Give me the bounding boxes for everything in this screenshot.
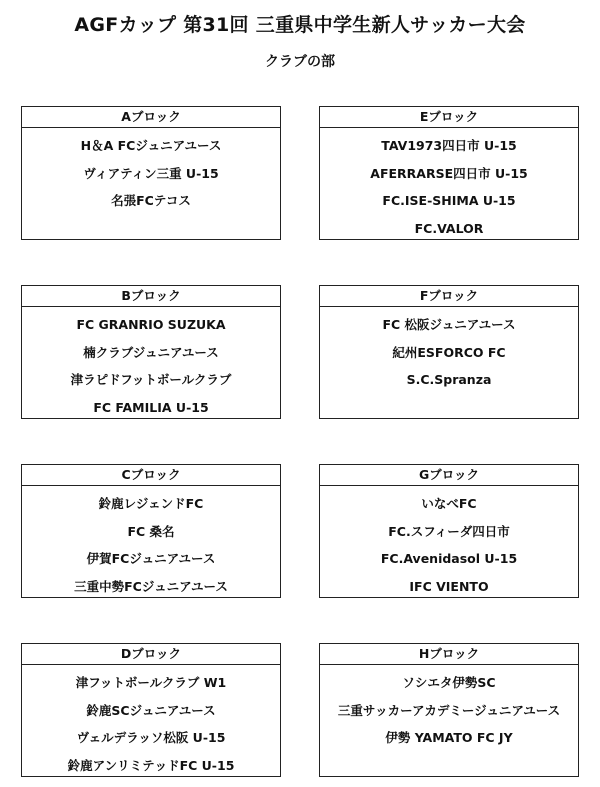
team-item: IFC VIENTO bbox=[409, 578, 489, 594]
block-h bbox=[319, 643, 579, 777]
team-item: FC.Avenidasol U-15 bbox=[380, 551, 518, 566]
block-header: Fブロック bbox=[320, 286, 578, 307]
team-item: TAV1973四日市 U-15 bbox=[381, 138, 517, 153]
team-item: ヴェルデラッソ松阪 U-15 bbox=[76, 730, 226, 745]
team-list bbox=[22, 665, 280, 779]
block-b bbox=[21, 285, 281, 419]
team-list bbox=[320, 128, 578, 242]
block-c bbox=[21, 464, 281, 598]
team-item: FC GRANRIO SUZUKA bbox=[76, 317, 226, 332]
team-list bbox=[22, 128, 280, 215]
team-item: S.C.Spranza bbox=[406, 372, 492, 387]
team-item: H＆A FCジュニアユース bbox=[80, 138, 222, 153]
block-header: Eブロック bbox=[320, 107, 578, 128]
team-item: FC FAMILIA U-15 bbox=[93, 399, 209, 415]
block-e bbox=[319, 106, 579, 240]
team-item: 津フットボールクラブ W1 bbox=[75, 675, 227, 690]
block-header: Dブロック bbox=[22, 644, 280, 665]
team-list bbox=[320, 486, 578, 600]
team-item: ソシエタ伊勢SC bbox=[402, 675, 496, 690]
page-subtitle: クラブの部 bbox=[265, 54, 335, 70]
team-item: 鈴鹿アンリミテッドFC U-15 bbox=[67, 757, 235, 773]
block-a bbox=[21, 106, 281, 240]
team-item: 三重中勢FCジュニアユース bbox=[74, 578, 228, 594]
team-item: いなべFC bbox=[421, 496, 477, 511]
team-item: 楠クラブジュニアユース bbox=[83, 344, 219, 360]
page-title: AGFカップ 第31回 三重県中学生新人サッカー大会 bbox=[74, 14, 526, 36]
team-item: 名張FCテコス bbox=[111, 193, 191, 208]
team-list bbox=[320, 307, 578, 394]
block-header: Cブロック bbox=[22, 465, 280, 486]
team-item: 鈴鹿レジェンドFC bbox=[98, 496, 204, 511]
team-item: FC.ISE-SHIMA U-15 bbox=[382, 193, 516, 208]
team-item: FC.スフィーダ四日市 bbox=[388, 523, 510, 539]
team-item: ヴィアティン三重 U-15 bbox=[83, 165, 219, 181]
team-item: FC.VALOR bbox=[414, 220, 484, 236]
team-item: FC 桑名 bbox=[127, 523, 175, 539]
block-header: Gブロック bbox=[320, 465, 578, 486]
block-g bbox=[319, 464, 579, 598]
block-f bbox=[319, 285, 579, 419]
team-item: 紀州ESFORCO FC bbox=[392, 344, 506, 360]
block-d bbox=[21, 643, 281, 777]
team-item: 鈴鹿SCジュニアユース bbox=[86, 702, 216, 718]
team-item: FC 松阪ジュニアユース bbox=[382, 317, 516, 332]
team-item: 三重サッカーアカデミージュニアユース bbox=[337, 702, 561, 718]
team-item: 津ラピドフットボールクラブ bbox=[70, 372, 232, 387]
block-header: Bブロック bbox=[22, 286, 280, 307]
team-item: AFERRARSE四日市 U-15 bbox=[370, 165, 528, 181]
team-list bbox=[22, 307, 280, 421]
block-header: Hブロック bbox=[320, 644, 578, 665]
block-header: Aブロック bbox=[22, 107, 280, 128]
team-list bbox=[320, 665, 578, 752]
team-item: 伊賀FCジュニアユース bbox=[86, 551, 216, 566]
team-list bbox=[22, 486, 280, 600]
team-item: 伊勢 YAMATO FC JY bbox=[385, 730, 513, 745]
